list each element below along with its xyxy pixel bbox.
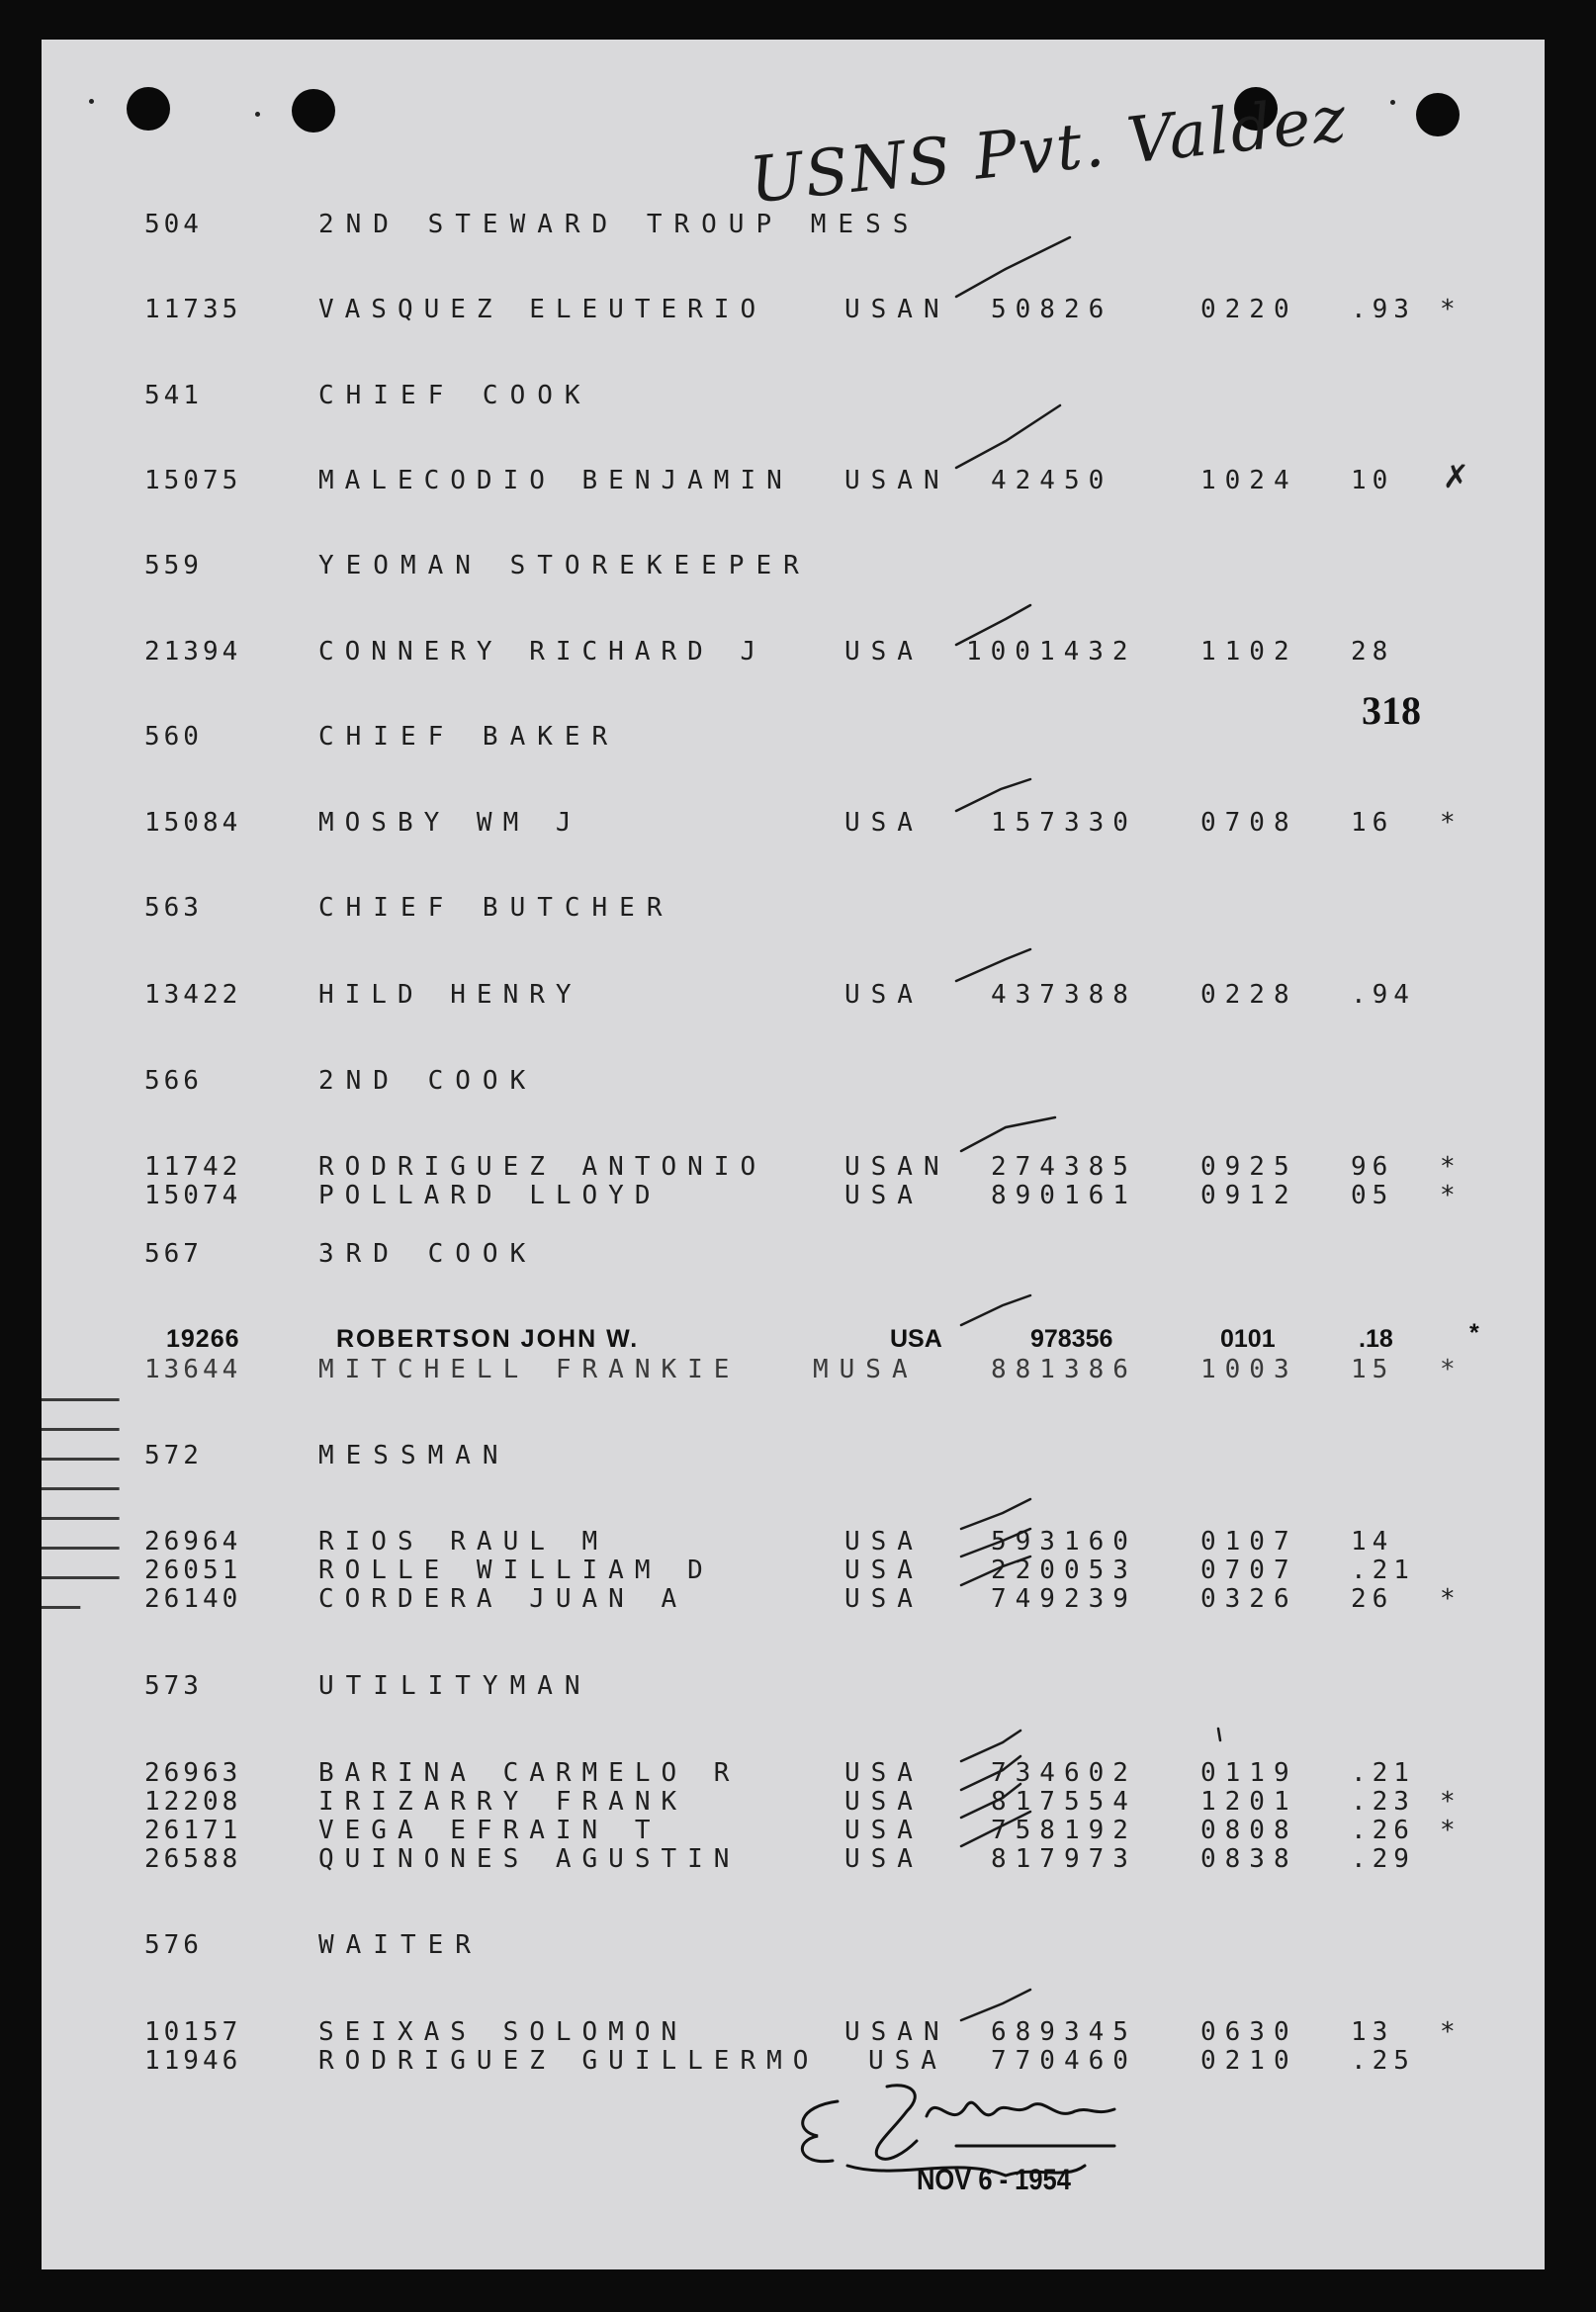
citizenship: USA bbox=[844, 637, 924, 667]
date-code: 1102 bbox=[1200, 637, 1298, 667]
date-code: 0119 bbox=[1200, 1758, 1298, 1788]
crew-id: 10157 bbox=[144, 2017, 242, 2047]
date-code: 0210 bbox=[1200, 2046, 1298, 2076]
crew-id: 11735 bbox=[144, 295, 242, 324]
rating-value: .94 bbox=[1351, 980, 1415, 1010]
remark-mark: * bbox=[1440, 1816, 1460, 1845]
remark-mark: * bbox=[1440, 808, 1460, 838]
signature-stroke bbox=[927, 2102, 1114, 2116]
document-page bbox=[42, 40, 1545, 2269]
citizenship: USA bbox=[844, 1584, 924, 1614]
crew-name: QUINONES AGUSTIN bbox=[318, 1844, 741, 1874]
crew-id: 11946 bbox=[144, 2046, 242, 2076]
rating-value: 14 bbox=[1351, 1527, 1394, 1556]
date-code: 1201 bbox=[1200, 1787, 1298, 1817]
date-code: 0838 bbox=[1200, 1844, 1298, 1874]
document-number: 817973 bbox=[991, 1844, 1137, 1874]
check-mark bbox=[961, 1295, 1030, 1325]
check-mark bbox=[956, 237, 1070, 297]
date-stamp: NOV 6 - 1954 bbox=[917, 2164, 1071, 2196]
section-code: 504 bbox=[144, 210, 203, 239]
check-mark-strokes bbox=[42, 40, 1545, 2269]
citizenship: USA bbox=[844, 980, 924, 1010]
section-title: CHIEF COOK bbox=[318, 381, 592, 410]
date-code: 0925 bbox=[1200, 1152, 1298, 1182]
document-number: 881386 bbox=[991, 1355, 1137, 1384]
citizenship: USA bbox=[844, 1787, 924, 1817]
document-number: 758192 bbox=[991, 1816, 1137, 1845]
crew-id: 13644 bbox=[144, 1355, 242, 1384]
rating-value: .21 bbox=[1351, 1758, 1415, 1788]
section-code: 563 bbox=[144, 893, 203, 923]
document-number: 817554 bbox=[991, 1787, 1137, 1817]
citizenship: USA bbox=[868, 2046, 947, 2076]
crew-id: 21394 bbox=[144, 637, 242, 667]
citizenship: USA bbox=[844, 1816, 924, 1845]
citizenship: USAN bbox=[844, 295, 950, 324]
citizenship: USA bbox=[844, 1758, 924, 1788]
document-number: 770460 bbox=[991, 2046, 1137, 2076]
remark-mark: * bbox=[1440, 1787, 1460, 1817]
date-code: 0808 bbox=[1200, 1816, 1298, 1845]
check-mark bbox=[961, 1556, 1030, 1585]
remark-mark: * bbox=[1440, 1152, 1460, 1182]
check-mark bbox=[956, 405, 1060, 468]
section-title: WAITER bbox=[318, 1930, 483, 1960]
rating-value: 10 bbox=[1351, 466, 1394, 495]
section-code: 566 bbox=[144, 1066, 203, 1096]
rating-value: 28 bbox=[1351, 637, 1394, 667]
document-number: 274385 bbox=[991, 1152, 1137, 1182]
section-code: 576 bbox=[144, 1930, 203, 1960]
document-number: 689345 bbox=[991, 2017, 1137, 2047]
date-code: 1024 bbox=[1200, 466, 1298, 495]
document-number: 157330 bbox=[991, 808, 1137, 838]
check-mark bbox=[1218, 1729, 1220, 1740]
date-code: 0228 bbox=[1200, 980, 1298, 1010]
crew-name: RIOS RAUL M bbox=[318, 1527, 609, 1556]
date-code: 1003 bbox=[1200, 1355, 1298, 1384]
crew-name: VEGA EFRAIN T bbox=[318, 1816, 662, 1845]
crew-name: ROLLE WILLIAM D bbox=[318, 1556, 714, 1585]
date-code: 0708 bbox=[1200, 808, 1298, 838]
date-code: 0220 bbox=[1200, 295, 1298, 324]
signature-stroke bbox=[802, 2101, 838, 2162]
date-code: 0326 bbox=[1200, 1584, 1298, 1614]
remark-mark: * bbox=[1440, 1355, 1460, 1384]
remark-mark: * bbox=[1469, 1319, 1480, 1347]
check-mark bbox=[961, 1990, 1030, 2020]
section-code: 573 bbox=[144, 1671, 203, 1701]
crew-id: 26171 bbox=[144, 1816, 242, 1845]
check-mark bbox=[961, 1756, 1020, 1790]
crew-id: 26051 bbox=[144, 1556, 242, 1585]
document-number: 437388 bbox=[991, 980, 1137, 1010]
section-code: 541 bbox=[144, 381, 203, 410]
check-mark bbox=[961, 1784, 1020, 1818]
crew-name: CONNERY RICHARD J bbox=[318, 637, 767, 667]
section-title: CHIEF BAKER bbox=[318, 722, 620, 752]
crew-name: RODRIGUEZ ANTONIO bbox=[318, 1152, 767, 1182]
crew-id: 12208 bbox=[144, 1787, 242, 1817]
check-mark bbox=[961, 1529, 1030, 1556]
date-code: 0630 bbox=[1200, 2017, 1298, 2047]
signature-stroke bbox=[876, 2086, 917, 2160]
crew-name: CORDERA JUAN A bbox=[318, 1584, 688, 1614]
section-title: YEOMAN STOREKEEPER bbox=[318, 551, 811, 580]
rating-value: 15 bbox=[1351, 1355, 1394, 1384]
document-number: 749239 bbox=[991, 1584, 1137, 1614]
crew-id: 26588 bbox=[144, 1844, 242, 1874]
section-title: MESSMAN bbox=[318, 1441, 510, 1470]
rating-value: .18 bbox=[1359, 1325, 1393, 1353]
date-code: 0107 bbox=[1200, 1527, 1298, 1556]
document-number: 220053 bbox=[991, 1556, 1137, 1585]
document-number: 1001432 bbox=[966, 637, 1137, 667]
citizenship: USAN bbox=[844, 1152, 950, 1182]
document-number: 42450 bbox=[991, 466, 1113, 495]
document-number: 978356 bbox=[1030, 1325, 1113, 1353]
check-mark bbox=[961, 1731, 1020, 1761]
crew-name: VASQUEZ ELEUTERIO bbox=[318, 295, 767, 324]
section-title: CHIEF BUTCHER bbox=[318, 893, 674, 923]
crew-id: 26140 bbox=[144, 1584, 242, 1614]
citizenship: USAN bbox=[844, 2017, 950, 2047]
remark-mark: * bbox=[1440, 2017, 1460, 2047]
citizenship: MUSA bbox=[813, 1355, 919, 1384]
date-code: 0707 bbox=[1200, 1556, 1298, 1585]
crew-id: 26963 bbox=[144, 1758, 242, 1788]
citizenship: USA bbox=[844, 808, 924, 838]
check-mark bbox=[961, 1812, 1030, 1846]
section-title: 3RD COOK bbox=[318, 1239, 538, 1269]
remark-mark: ✗ bbox=[1444, 452, 1472, 497]
rating-value: .93 bbox=[1351, 295, 1415, 324]
citizenship: USA bbox=[844, 1181, 924, 1210]
check-mark bbox=[961, 1499, 1030, 1529]
section-title: 2ND COOK bbox=[318, 1066, 538, 1096]
crew-name: MALECODIO BENJAMIN bbox=[318, 466, 793, 495]
crew-id: 26964 bbox=[144, 1527, 242, 1556]
document-number: 593160 bbox=[991, 1527, 1137, 1556]
section-title: 2ND STEWARD TROUP MESS bbox=[318, 210, 921, 239]
rating-value: .26 bbox=[1351, 1816, 1415, 1845]
rating-value: .23 bbox=[1351, 1787, 1415, 1817]
crew-name: POLLARD LLOYD bbox=[318, 1181, 662, 1210]
rating-value: 13 bbox=[1351, 2017, 1394, 2047]
citizenship: USA bbox=[844, 1844, 924, 1874]
rating-value: .25 bbox=[1351, 2046, 1415, 2076]
citizenship: USA bbox=[844, 1527, 924, 1556]
check-mark bbox=[956, 949, 1030, 981]
rating-value: .29 bbox=[1351, 1844, 1415, 1874]
check-mark bbox=[961, 1117, 1055, 1151]
rating-value: .21 bbox=[1351, 1556, 1415, 1585]
section-title: UTILITYMAN bbox=[318, 1671, 592, 1701]
handwritten-vessel-note: USNS Pvt. Valdez bbox=[746, 82, 1352, 219]
crew-name: SEIXAS SOLOMON bbox=[318, 2017, 688, 2047]
section-code: 567 bbox=[144, 1239, 203, 1269]
page-number: 318 bbox=[1362, 688, 1421, 733]
crew-id: 15074 bbox=[144, 1181, 242, 1210]
remark-mark: * bbox=[1440, 295, 1460, 324]
crew-id: 15075 bbox=[144, 466, 242, 495]
crew-name: ROBERTSON JOHN W. bbox=[336, 1325, 640, 1353]
section-code: 560 bbox=[144, 722, 203, 752]
citizenship: USA bbox=[844, 1556, 924, 1585]
rating-value: 05 bbox=[1351, 1181, 1394, 1210]
check-mark bbox=[956, 605, 1030, 645]
crew-id: 11742 bbox=[144, 1152, 242, 1182]
crew-name: IRIZARRY FRANK bbox=[318, 1787, 688, 1817]
section-code: 572 bbox=[144, 1441, 203, 1470]
rating-value: 26 bbox=[1351, 1584, 1394, 1614]
section-code: 559 bbox=[144, 551, 203, 580]
date-code: 0101 bbox=[1220, 1325, 1276, 1353]
crew-id: 19266 bbox=[166, 1325, 240, 1353]
date-code: 0912 bbox=[1200, 1181, 1298, 1210]
crew-name: MOSBY WM J bbox=[318, 808, 582, 838]
rating-value: 96 bbox=[1351, 1152, 1394, 1182]
document-number: 734602 bbox=[991, 1758, 1137, 1788]
crew-name: RODRIGUEZ GUILLERMO bbox=[318, 2046, 820, 2076]
crew-name: BARINA CARMELO R bbox=[318, 1758, 741, 1788]
crew-name: MITCHELL FRANKIE bbox=[318, 1355, 741, 1384]
citizenship: USAN bbox=[844, 466, 950, 495]
crew-id: 15084 bbox=[144, 808, 242, 838]
check-mark bbox=[956, 779, 1030, 811]
rating-value: 16 bbox=[1351, 808, 1394, 838]
document-number: 50826 bbox=[991, 295, 1113, 324]
remark-mark: * bbox=[1440, 1181, 1460, 1210]
document-number: 890161 bbox=[991, 1181, 1137, 1210]
remark-mark: * bbox=[1440, 1584, 1460, 1614]
crew-id: 13422 bbox=[144, 980, 242, 1010]
citizenship: USA bbox=[890, 1325, 942, 1353]
crew-name: HILD HENRY bbox=[318, 980, 582, 1010]
